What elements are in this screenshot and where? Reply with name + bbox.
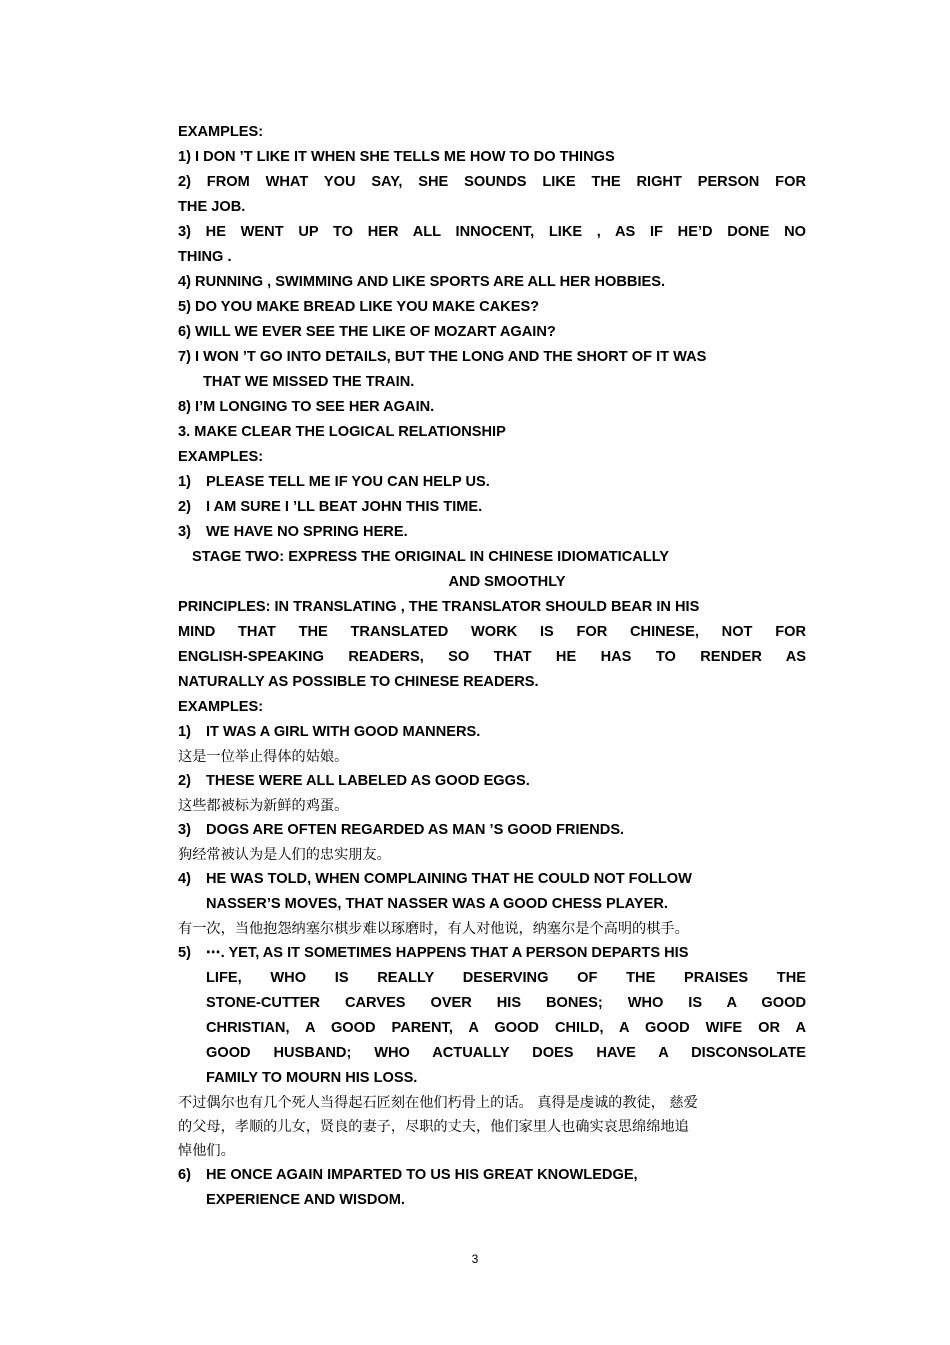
list-number: 2) (178, 773, 191, 789)
example-line: 2) FROM WHAT YOU SAY, SHE SOUNDS LIKE THE RIGHT PERSON FOR (178, 174, 806, 190)
list-item-cont: CHRISTIAN, A GOOD PARENT, A GOOD CHILD, A GOOD WIFE OR A (206, 1020, 806, 1036)
list-number: 4) (178, 871, 191, 887)
example-line: 4) RUNNING , SWIMMING AND LIKE SPORTS ARE ALL HER HOBBIES. (178, 274, 666, 290)
section-heading: 3. MAKE CLEAR THE LOGICAL RELATIONSHIP (178, 424, 506, 440)
heading-examples: EXAMPLES: (178, 699, 264, 715)
list-number: 1) (178, 724, 191, 740)
list-item (178, 470, 806, 495)
example-line: THE JOB. (178, 199, 246, 215)
stage-heading-cont: AND SMOOTHLY (448, 574, 566, 590)
example-line: 7) I WON ’T GO INTO DETAILS, BUT THE LONG AND THE SHORT OF IT WAS (178, 349, 707, 365)
list-item-cont: GOOD HUSBAND; WHO ACTUALLY DOES HAVE A DISCONSOLATE (206, 1045, 806, 1061)
list-number: 1) (178, 474, 191, 490)
chinese-translation: 悼他们。 (178, 1143, 235, 1159)
list-item (178, 720, 806, 745)
list-item (178, 495, 806, 520)
principles-line: ENGLISH-SPEAKING READERS, SO THAT HE HAS TO RENDER AS (178, 649, 806, 665)
principles-line: MIND THAT THE TRANSLATED WORK IS FOR CHINESE, NOT FOR (178, 624, 806, 640)
list-item-text: ⋯. YET, AS IT SOMETIMES HAPPENS THAT A PERSON DEPARTS HIS (206, 945, 689, 961)
list-item-text: I AM SURE I ’LL BEAT JOHN THIS TIME. (206, 499, 483, 515)
example-line: 5) DO YOU MAKE BREAD LIKE YOU MAKE CAKES? (178, 299, 540, 315)
chinese-translation: 这些都被标为新鲜的鸡蛋。 (178, 798, 349, 814)
list-item-text: PLEASE TELL ME IF YOU CAN HELP US. (206, 474, 490, 490)
example-line: THING . (178, 249, 232, 265)
list-number: 3) (178, 822, 191, 838)
chinese-translation: 不过偶尔也有几个死人当得起石匠刻在他们朽骨上的话。 真得是虔诚的教徒， 慈爱 (178, 1095, 698, 1111)
list-item (178, 769, 806, 794)
principles-line: NATURALLY AS POSSIBLE TO CHINESE READERS. (178, 674, 539, 690)
list-item-cont: LIFE, WHO IS REALLY DESERVING OF THE PRAISES THE (206, 970, 806, 986)
list-number: 5) (178, 945, 191, 961)
example-line: 6) WILL WE EVER SEE THE LIKE OF MOZART AGAIN? (178, 324, 556, 340)
list-item-text: THESE WERE ALL LABELED AS GOOD EGGS. (206, 773, 530, 789)
list-number: 3) (178, 524, 191, 540)
list-item-cont: STONE-CUTTER CARVES OVER HIS BONES; WHO IS A GOOD (206, 995, 806, 1011)
list-item (178, 1163, 806, 1188)
list-number: 2) (178, 499, 191, 515)
list-item-text: IT WAS A GIRL WITH GOOD MANNERS. (206, 724, 481, 740)
example-line: THAT WE MISSED THE TRAIN. (203, 374, 415, 390)
list-item-text: DOGS ARE OFTEN REGARDED AS MAN ’S GOOD FRIENDS. (206, 822, 625, 838)
list-item (178, 818, 806, 843)
chinese-translation: 这是一位举止得体的姑娘。 (178, 749, 349, 765)
list-item-text: HE WAS TOLD, WHEN COMPLAINING THAT HE COULD NOT FOLLOW (206, 871, 692, 887)
list-item-text: HE ONCE AGAIN IMPARTED TO US HIS GREAT KNOWLEDGE, (206, 1167, 638, 1183)
list-item-cont: FAMILY TO MOURN HIS LOSS. (206, 1070, 418, 1086)
chinese-translation: 有一次，当他抱怨纳塞尔棋步难以琢磨时，有人对他说，纳塞尔是个高明的棋手。 (178, 921, 689, 937)
chinese-translation: 的父母，孝顺的儿女，贤良的妻子，尽职的丈夫，他们家里人也确实哀思绵绵地追 (178, 1119, 689, 1135)
principles-line: PRINCIPLES: IN TRANSLATING , THE TRANSLATOR SHOULD BEAR IN HIS (178, 599, 700, 615)
example-line: 8) I’M LONGING TO SEE HER AGAIN. (178, 399, 435, 415)
page-number: 3 (471, 1252, 479, 1266)
list-item-text: WE HAVE NO SPRING HERE. (206, 524, 408, 540)
list-item-cont: EXPERIENCE AND WISDOM. (206, 1192, 405, 1208)
chinese-translation: 狗经常被认为是人们的忠实朋友。 (178, 847, 391, 863)
list-number: 6) (178, 1167, 191, 1183)
list-item (178, 867, 806, 892)
stage-heading: STAGE TWO: EXPRESS THE ORIGINAL IN CHINESE IDIOMATICALLY (192, 549, 670, 565)
heading-examples: EXAMPLES: (178, 124, 264, 140)
document-body (178, 120, 806, 1213)
example-line: 1) I DON ’T LIKE IT WHEN SHE TELLS ME HOW TO DO THINGS (178, 149, 615, 165)
example-line: 3) HE WENT UP TO HER ALL INNOCENT, LIKE , AS IF HE’D DONE NO (178, 224, 806, 240)
list-item-cont: NASSER’S MOVES, THAT NASSER WAS A GOOD CHESS PLAYER. (206, 896, 668, 912)
list-item (178, 941, 806, 966)
heading-examples: EXAMPLES: (178, 449, 264, 465)
list-item (178, 520, 806, 545)
